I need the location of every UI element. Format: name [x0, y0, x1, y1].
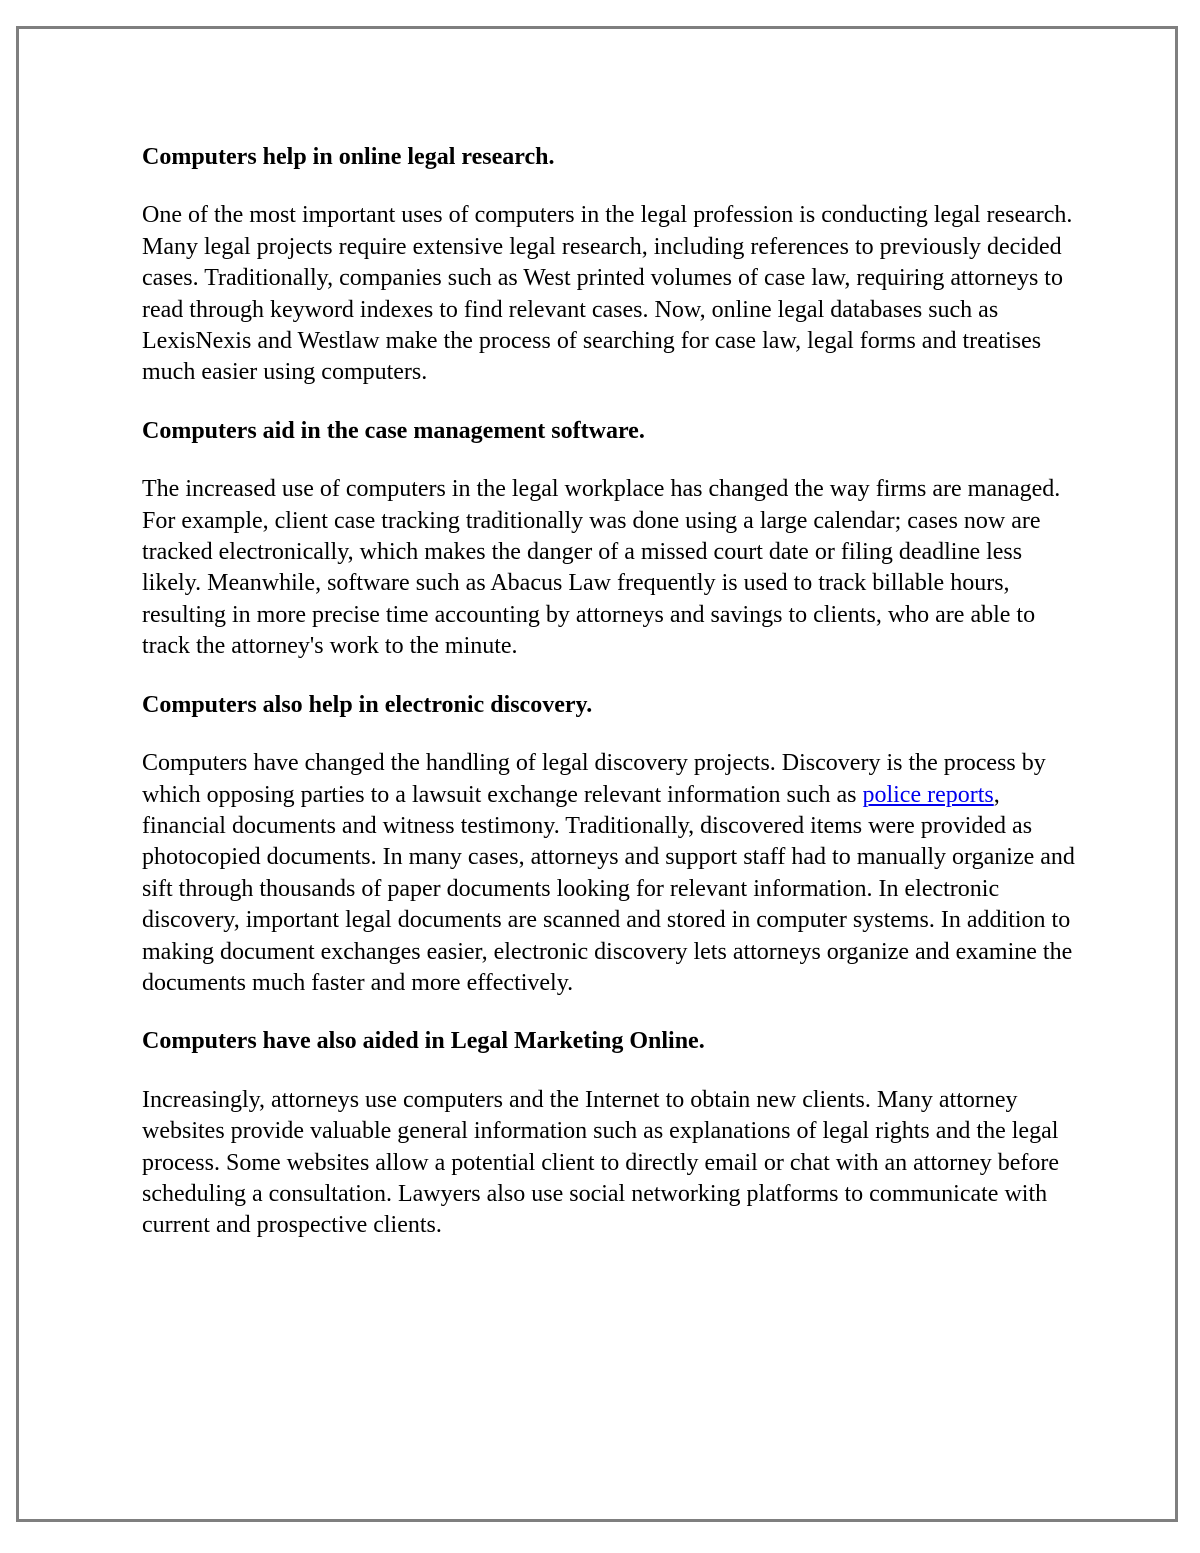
section-heading-legal-research: Computers help in online legal research. — [142, 144, 555, 170]
section-heading-legal-marketing: Computers have also aided in Legal Marketing Online. — [142, 1028, 705, 1055]
section-paragraph-legal-research: One of the most important uses of computers in the legal profession is conducting legal research. Many legal projects require extensive legal research, including references to previously decided cases. Traditionally, companies such as West printed volumes of case law, requiring attorneys to read through keyword indexes to find relevant cases. Now, online legal databases such as LexisNexis and Westlaw make the process of searching for case law, legal forms and treatises much easier using computers. — [142, 202, 1073, 386]
section-paragraph-electronic-discovery — [142, 748, 1077, 999]
section-heading-case-management: Computers aid in the case management software. — [142, 417, 645, 444]
police-reports-link[interactable]: police reports — [862, 781, 994, 808]
section-heading-electronic-discovery: Computers also help in electronic discovery. — [142, 691, 593, 718]
section-paragraph-case-management: The increased use of computers in the legal workplace has changed the way firms are managed. For example, client case tracking traditionally was done using a large calendar; cases now are tracked electronically, which makes the danger of a missed court date or filing deadline less likely. Meanwhile, software such as Abacus Law frequently is used to track billable hours, resulting in more precise time accounting by attorneys and savings to clients, who are able to track the attorney's work to the minute. — [142, 476, 1061, 660]
section-paragraph-legal-marketing: Increasingly, attorneys use computers and the Internet to obtain new clients. Many attorney websites provide valuable general information such as explanations of legal rights and the legal process. Some websites allow a potential client to directly email or chat with an attorney before scheduling a consultation. Lawyers also use social networking platforms to communicate with current and prospective clients. — [142, 1086, 1060, 1239]
paragraph-text-after-link: , financial documents and witness testimony. Traditionally, discovered items were provided as photocopied documents. In many cases, attorneys and support staff had to manually organize and sift through thousands of paper documents looking for relevant information. In electronic discovery, important legal documents are scanned and stored in computer systems. In addition to making document exchanges easier, electronic discovery lets attorneys organize and examine the documents much faster and more effectively. — [142, 781, 1075, 996]
paragraph-text-before-link: Computers have changed the handling of legal discovery projects. Discovery is the process by which opposing parties to a lawsuit exchange relevant information such as — [142, 750, 1046, 808]
document-body — [142, 142, 1077, 1269]
